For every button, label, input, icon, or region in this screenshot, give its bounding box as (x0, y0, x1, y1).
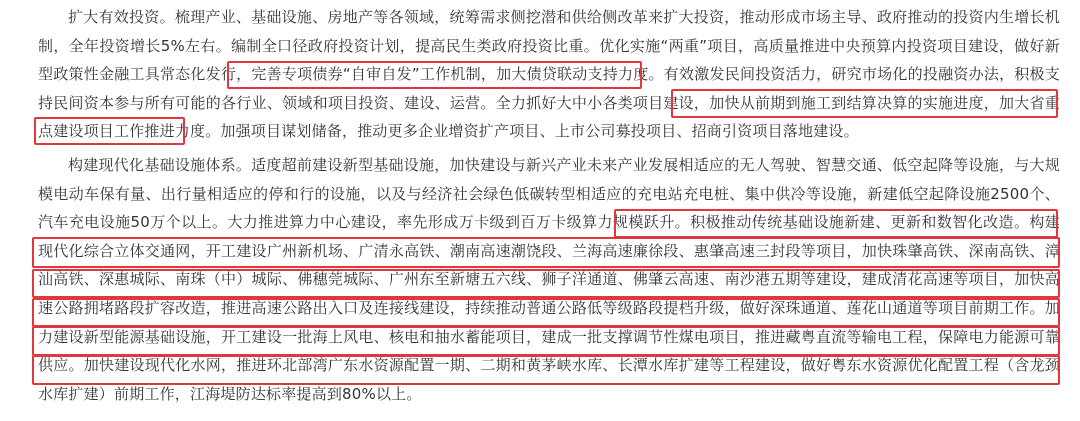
text-segment: 扩大有效投资。梳理产业、基础设施、房地产等各领域，统筹需求侧挖潜和供给侧改革来扩大投资，推动形成市场主导、政府推动的投资内生增长机制，全年投资增长5%左右。编制全口径政府投资计划，提高民生类政府投资比重。优化实施“两重”项目，高质量推进中央预算内投资项目建设，做好新型政策性金融工具常态化发行， (38, 8, 1060, 84)
paragraph-modern-infrastructure (38, 151, 1060, 408)
text-segment: 江海堤防达标率提高到80%以上。 (190, 384, 422, 403)
highlighted-text-project-progress: 加快从前期到施工到结算决算的实施进度，加大省重点建设项目工作推进力度。 (38, 93, 1060, 141)
highlighted-text-bond-mechanism: 完善专项债券“自审自发”工作机制，加大债贷联动支持力度。 (251, 65, 664, 84)
paragraph-expand-investment (38, 3, 1060, 146)
text-segment: 加强项目谋划储备，推动更多企业增资扩产项目、上市公司募投项目、招商引资项目落地建设。 (220, 122, 859, 141)
highlighted-text-traditional-infrastructure: 积极推动传统基础设施新建、更新和数智化改造。构建现代化综合立体交通网，开工建设广州新机场、广清永高铁、潮南高速潮饶段、兰海高速廉徐段、惠肇高速三封段等项目，加快珠肇高铁、深南高铁、漳汕高铁、深惠城际、南珠（中）城际、佛穗莞城际、广州东至新塘五六线、狮子洋通道、佛肇云高速、南沙港五期等建设，建成清花高速等项目，加快高速公路拥堵路段扩容改造，推进高速公路出入口及连接线建设，持续推动普通公路低等级路段提档升级，做好深珠通道、莲花山通道等项目前期工作。加力建设新型能源基础设施，开工建设一批海上风电、核电和抽水蓄能项目，建成一批支撑调节性煤电项目，推进藏粤直流等输电工程，保障电力能源可靠供应。加快建设现代化水网，推进环北部湾广东水资源配置一期、二期和黄茅峡水库、长潭水库扩建等工程建设，做好粤东水资源优化配置工程（含龙颈水库扩建）前期工作， (38, 213, 1060, 403)
text-segment: 构建现代化基础设施体系。适度超前建设新型基础设施，加快建设与新兴产业未来产业发展相适应的无人驾驶、智慧交通、低空起降等设施，与大规模电动车保有量、出行量相适应的停和行的设施，以及与经济社会绿色低碳转型相适应的充电站充电桩、集中供冷等设施，新建低空起降设施2500个、汽车充电设施50万个以上。大力推进算力中心建设，率先形成万卡级到百万卡级算力规模跃升。 (38, 156, 1060, 232)
text-segment: 有效激发民间投资活力，研究市场化的投融资办法，积极支持民间资本参与所有可能的各行业、领域和项目投资、建设、运营。全力抓好大中小各类项目建设， (38, 65, 1060, 112)
